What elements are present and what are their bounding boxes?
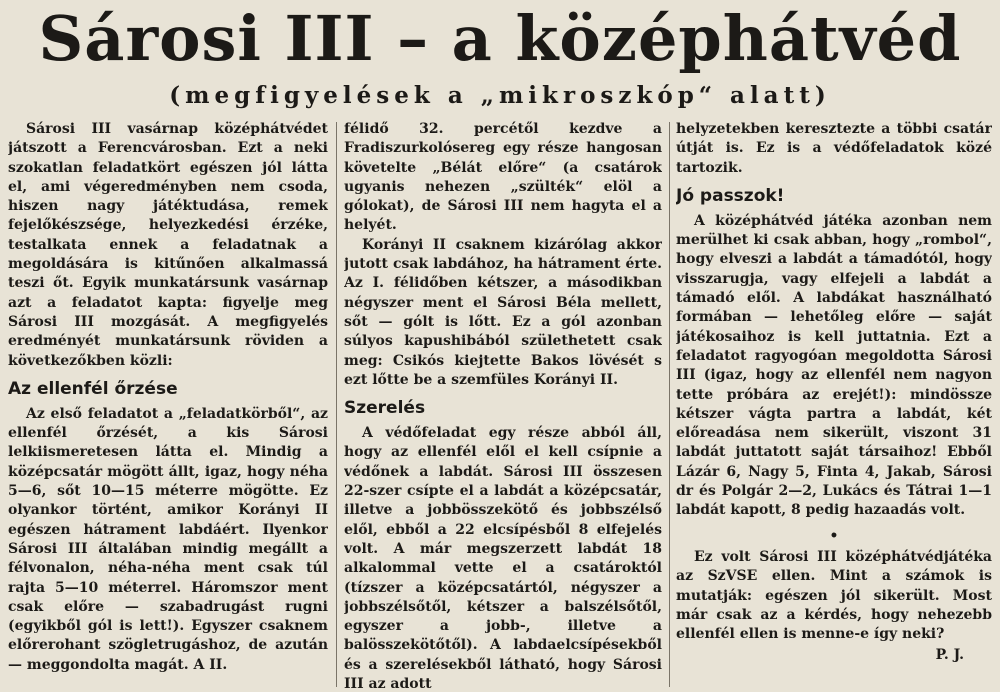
article-paragraph: Az első feladatot a „feladatkörből“, az ellenfél őrzését, a kis Sárosi lelkiismeretesen látta el. Mindig a középcsatár mögött állt, igaz, hogy néha 5—6, sőt 10—15 méterre mögötte. Ez olyankor történt, amikor Korányi II egészen hátrament labdáért. Ilyenkor Sárosi III általában mindig megállt a félvonalon, néha-néha ment csak túl rajta 5—10 méterrel. Háromszor ment csak előre — szabadrugást rugni (egyikből gól is lett!). Egyszer csaknem előrerohant szögletrugáshoz, de azután — meggondolta magát. A II.	[8, 405, 328, 673]
article-paragraph: Ez volt Sárosi III középhátvédjátéka az SzVSE ellen. Mint a számok is mutatják: egészen jól sikerült. Most már csak az a kérdés, hogy nehezebb ellenfél ellen is menne-e így neki?	[676, 548, 992, 643]
section-heading: Szerelés	[344, 398, 426, 419]
article-paragraph: helyzetekben keresztezte a többi csatár útját is. Ez is a védőfeladatok közé tartozik.	[676, 121, 992, 176]
article-paragraph: A védőfeladat egy része abból áll, hogy az ellenfél elől el kell csípnie a védőnek a labdát. Sárosi III összesen 22-szer csípte el a labdát a középcsatár, illetve a jobbösszekötő és jobbszélső elől, ebből a 22 elcsípésből 8 elfejelés volt. A már megszerzett labdát 18 alkalommal vette el a csatároktól (tízszer a középcsatártól, négyszer a jobbszélsőtől, kétszer a balszélsőtől, egyszer a jobb-, illetve a balösszekötőtől). A labdaelcsípésekből és a szerelésekből látható, hogy Sárosi III az adott	[344, 425, 662, 692]
headline: Sárosi III – a középhátvéd	[38, 2, 962, 75]
section-heading: Jó passzok!	[676, 185, 785, 206]
article-column-1	[8, 120, 328, 692]
column-divider	[669, 122, 670, 687]
article-column-3	[676, 120, 992, 692]
column-divider	[336, 122, 337, 687]
article-paragraph: A középhátvéd játéka azonban nem merülhet ki csak abban, hogy „rombol“, hogy elveszi a labdát a támadótól, hogy visszarugja, vagy elfejeli a labdát a támadó elől. A labdákat használható formában — lehetőleg előre — saját játékosaihoz is kell juttatnia. Ezt a feladatot ragyogóan megoldotta Sárosi III (igaz, hogy az ellenfél nem nagyon tette próbára az erejét!): mindössze kétszer vágta partra a labdát, két előreadása nem sikerült, viszont 31 labdát juttatott saját társaihoz! Ebből Lázár 6, Nagy 5, Finta 4, Jakab, Sárosi dr és Polgár 2—2, Lukács és Tátrai 1—1 labdát kapott, 8 pedig hazaadás volt.	[676, 212, 992, 519]
article-paragraph: Sárosi III vasárnap középhátvédet játszott a Ferencvárosban. Ezt a neki szokatlan feladatkört egészen jól látta el, ami végeredményben nem csoda, hiszen nagy játéktudása, remek fejelőkészsége, helyezkedési érzéke, testalkata ennek a feladatnak a megoldására is kitűnően alkalmassá teszi őt. Egyik munkatársunk vasárnap azt a feladatot kapta: figyelje meg Sárosi III mozgását. A megfigyelés eredményét munkatársunk röviden a következőkben közli:	[8, 121, 328, 369]
section-separator-bullet: •	[829, 527, 839, 544]
subheadline: (megfigyelések a „mikroszkóp“ alatt)	[169, 82, 831, 109]
author-signature: P. J.	[935, 647, 964, 664]
article-column-2	[344, 120, 662, 692]
section-heading: Az ellenfél őrzése	[8, 378, 178, 399]
article-paragraph: félidő 32. percétől kezdve a Fradiszurkolósereg egy része hangosan követelte „Bélát előre“ (a csatárok ugyanis nehezen „szülték“ elöl a gólokat), de Sárosi III nem hagyta el a helyét.	[344, 121, 662, 234]
article-paragraph: Korányi II csaknem kizárólag akkor jutott csak labdához, ha hátrament érte. Az I. félidőben kétszer, a másodikban négyszer ment el Sárosi Béla mellett, sőt — gólt is lőtt. Ez a gól azonban súlyos kapushibából születhetett csak meg: Csikós kiejtette Bakos lövését s ezt lőtte be a szemfüles Korányi II.	[344, 236, 662, 388]
